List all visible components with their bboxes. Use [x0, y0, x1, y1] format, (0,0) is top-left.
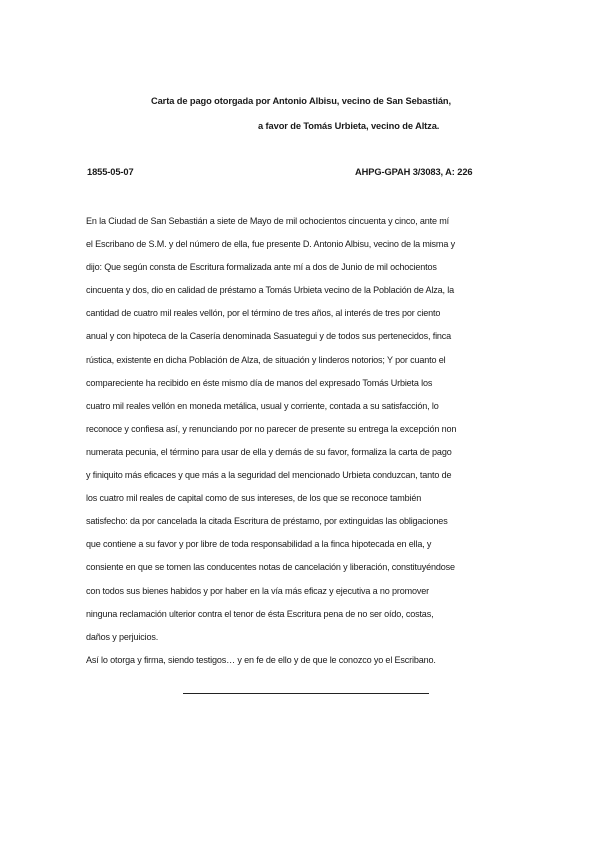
body-line: reconoce y confiesa así, y renunciando por no parecer de presente su entrega la excepción non	[86, 423, 457, 434]
body-line: que contiene a su favor y por libre de toda responsabilidad a la finca hipotecada en ella, y	[86, 539, 432, 550]
document-date: 1855-05-07	[87, 167, 134, 177]
body-line: En la Ciudad de San Sebastián a siete de Mayo de mil ochocientos cincuenta y cinco, ante mí	[86, 216, 450, 226]
document-title-line-2: a favor de Tomás Urbieta, vecino de Altza.	[258, 121, 440, 131]
body-line: anual y con hipoteca de la Casería denominada Sasuategui y de todos sus pertenecidos, finca	[86, 331, 452, 342]
body-line: daños y perjuicios.	[86, 631, 159, 642]
body-line: compareciente ha recibido en éste mismo día de manos del expresado Tomás Urbieta los	[86, 377, 433, 388]
body-line: consiente en que se tomen las conducentes notas de cancelación y liberación, constituyéndose	[86, 562, 455, 573]
body-line: ninguna reclamación ulterior contra el tenor de ésta Escritura pena de no ser oído, costas,	[86, 608, 434, 619]
body-line: cincuenta y dos, dio en calidad de préstamo a Tomás Urbieta vecino de la Población de Alza, la	[86, 285, 454, 296]
body-line: los cuatro mil reales de capital como de sus intereses, de los que se reconoce también	[86, 493, 422, 504]
body-line: satisfecho: da por cancelada la citada Escritura de préstamo, por extinguidas las obligaciones	[86, 516, 448, 527]
document-body	[86, 210, 516, 672]
body-line: numerata pecunia, el término para usar de ella y demás de su favor, formaliza la carta de pago	[86, 446, 452, 457]
body-line: con todos sus bienes habidos y por haber en la vía más eficaz y ejecutiva a no promover	[86, 585, 429, 596]
body-line: Así lo otorga y firma, siendo testigos… y en fe de ello y de que le conozco yo el Escribano.	[86, 654, 436, 665]
body-line: el Escribano de S.M. y del número de ella, fue presente D. Antonio Albisu, vecino de la misma y	[86, 239, 455, 250]
body-line: y finiquito más eficaces y que más a la seguridad del mencionado Urbieta conduzcan, tanto de	[86, 470, 452, 481]
body-line: dijo: Que según consta de Escritura formalizada ante mí a dos de Junio de mil ochocientos	[86, 262, 437, 273]
body-line: cantidad de cuatro mil reales vellón, por el término de tres años, al interés de tres por ciento	[86, 308, 441, 319]
signature-divider	[183, 693, 429, 694]
document-title-line-1: Carta de pago otorgada por Antonio Albisu, vecino de San Sebastián,	[151, 96, 451, 106]
body-line: cuatro mil reales vellón en moneda metálica, usual y corriente, contada a su satisfacción, lo	[86, 400, 439, 411]
body-line: rústica, existente en dicha Población de Alza, de situación y linderos notorios; Y por cuanto el	[86, 354, 446, 365]
archive-reference: AHPG-GPAH 3/3083, A: 226	[355, 167, 473, 177]
